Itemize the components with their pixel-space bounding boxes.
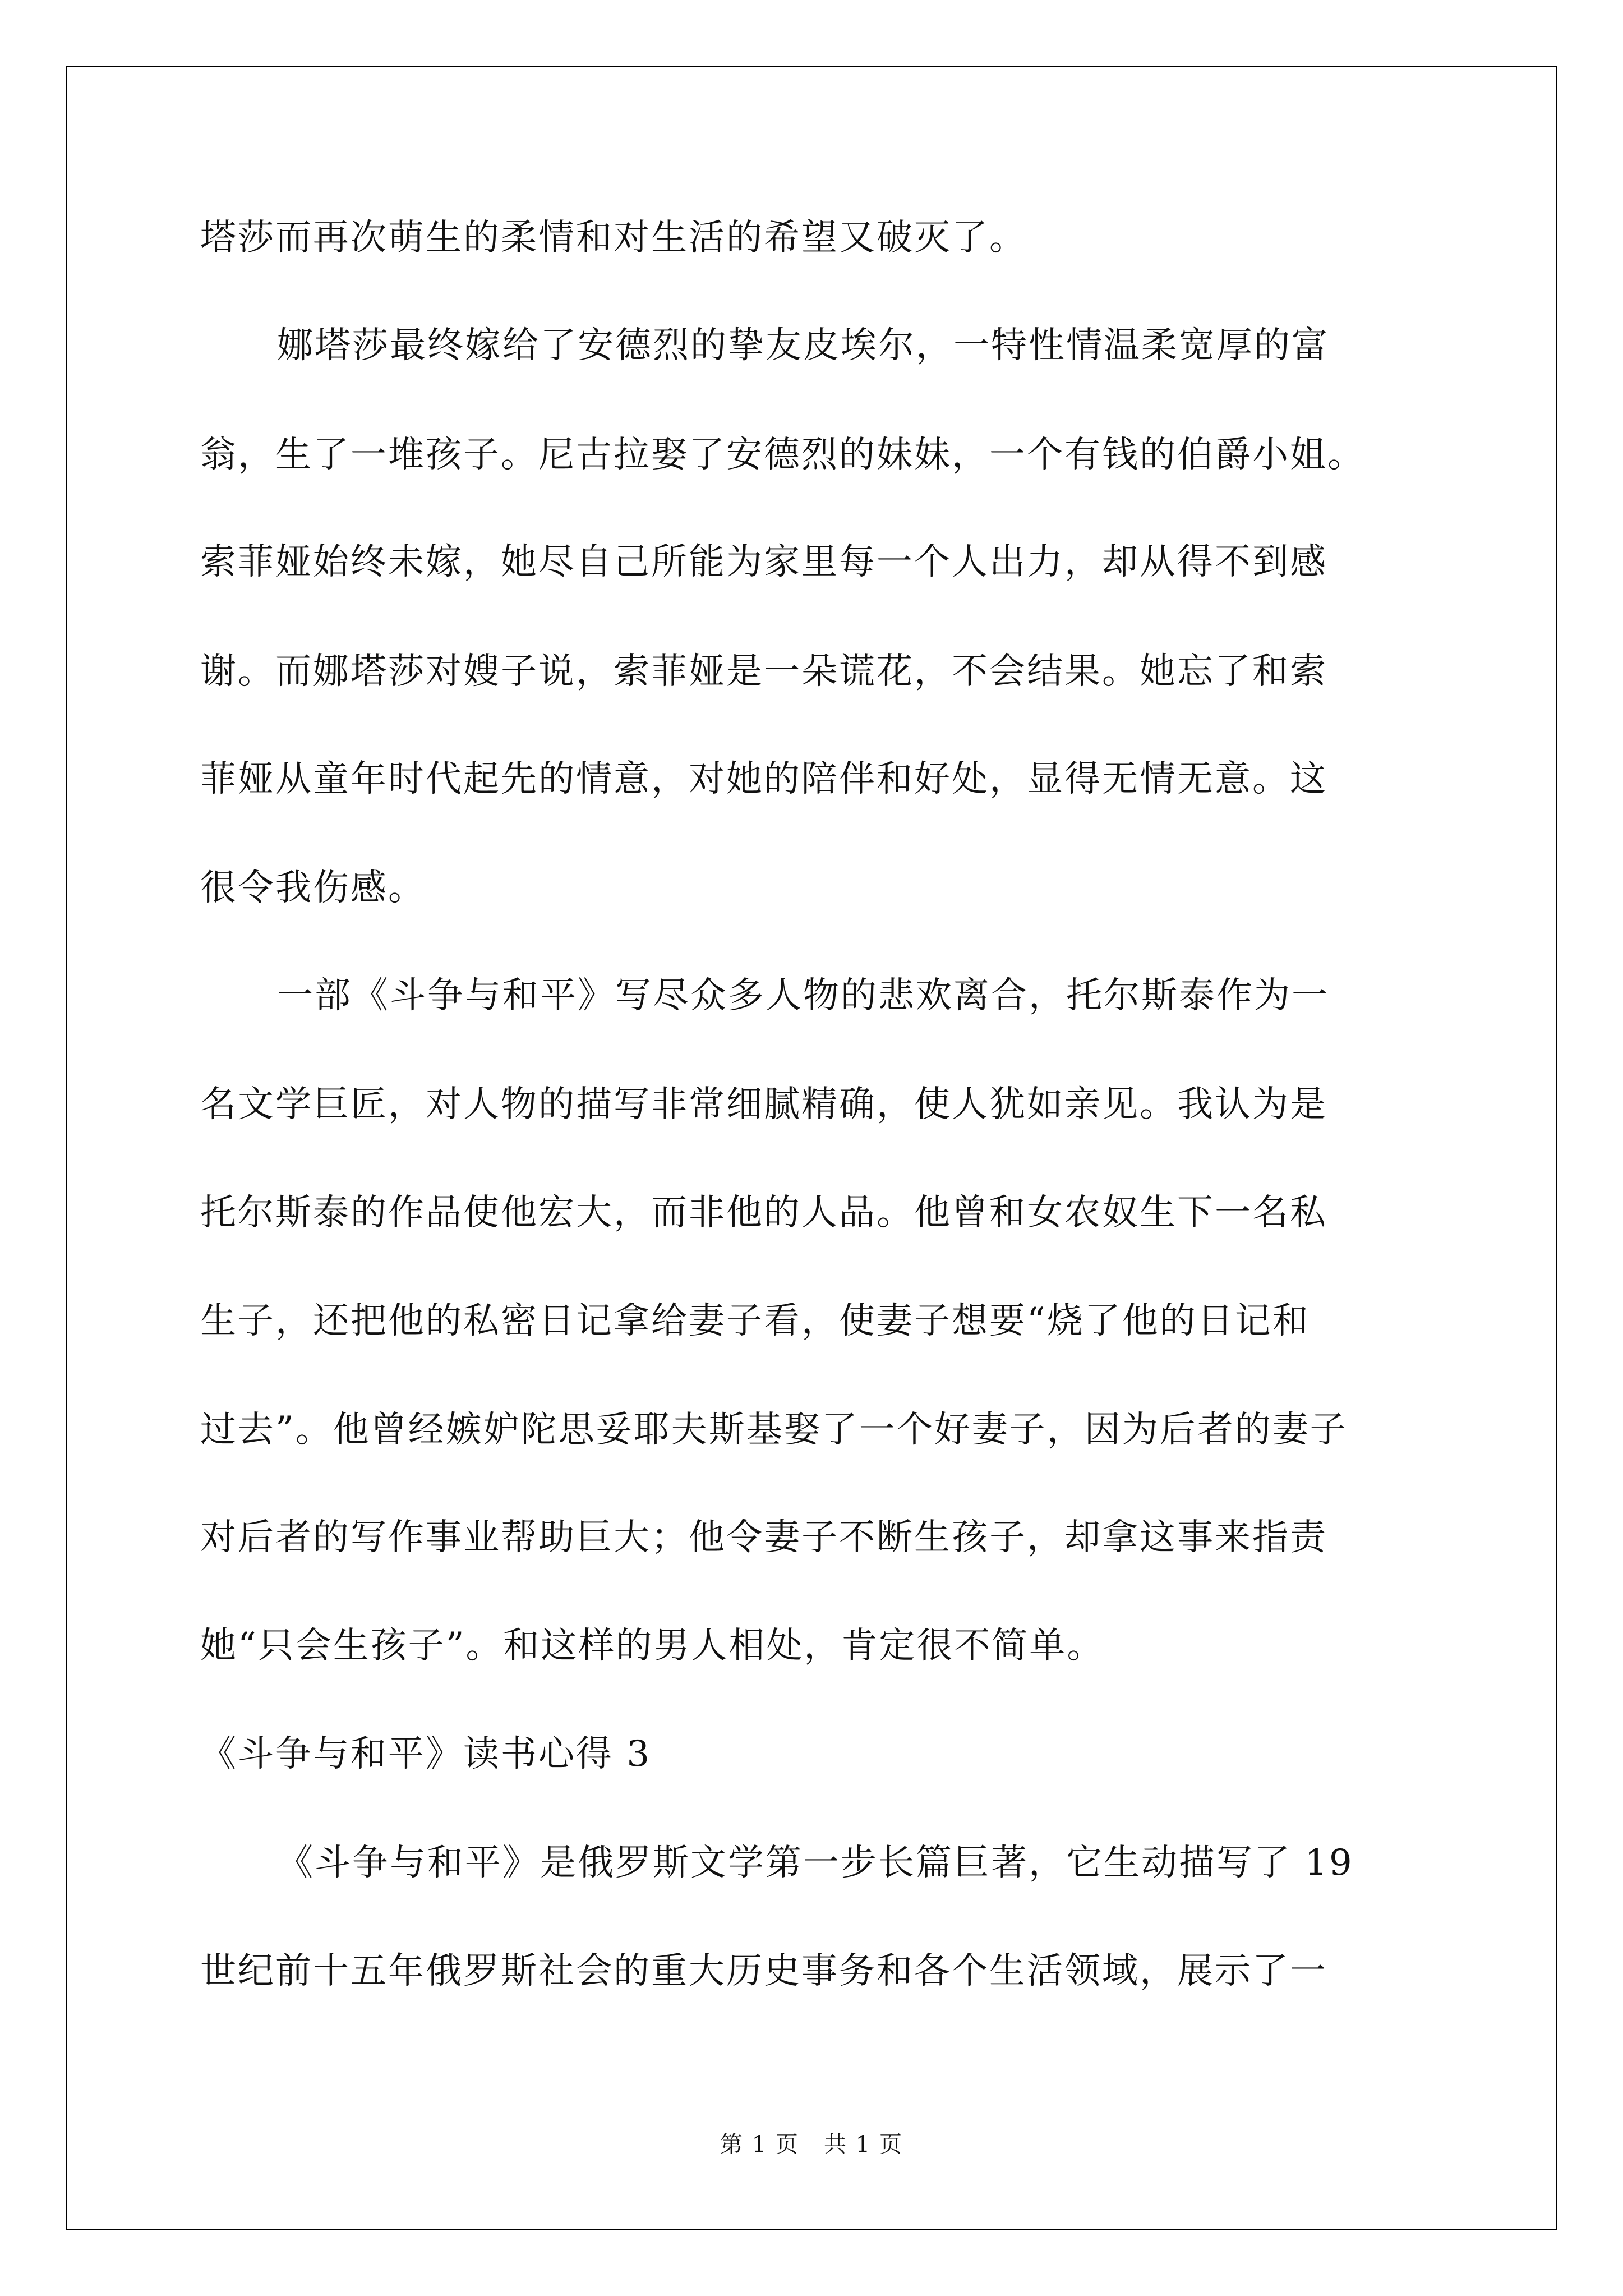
text-line: 索菲娅始终未嫁，她尽自己所能为家里每一个人出力，却从得不到感: [200, 541, 1327, 583]
text-line: 谢。而娜塔莎对嫂子说，索菲娅是一朵谎花，不会结果。她忘了和索: [200, 651, 1327, 692]
text-line: 名文学巨匠，对人物的描写非常细腻精确，使人犹如亲见。我认为是: [200, 1084, 1327, 1125]
text-line: 世纪前十五年俄罗斯社会的重大历史事务和各个生活领域，展示了一: [200, 1950, 1327, 1992]
text-line: 生子，还把他的私密日记拿给妻子看，使妻子想要“烧了他的日记和: [200, 1300, 1310, 1342]
paragraph-first-line: 一部《斗争与和平》写尽众多人物的悲欢离合，托尔斯泰作为一: [277, 975, 1329, 1016]
text-line: 过去”。他曾经嫉妒陀思妥耶夫斯基娶了一个好妻子，因为后者的妻子: [200, 1409, 1348, 1451]
text-line: 她“只会生孩子”。和这样的男人相处，肯定很不简单。: [200, 1625, 1105, 1667]
text-line: 塔莎而再次萌生的柔情和对生活的希望又破灭了。: [200, 217, 1027, 259]
page-border: [66, 66, 1557, 2230]
text-line: 很令我伤感。: [200, 867, 426, 909]
text-line: 对后者的写作事业帮助巨大；他令妻子不断生孩子，却拿这事来指责: [200, 1517, 1327, 1558]
paragraph-first-line: 娜塔莎最终嫁给了安德烈的挚友皮埃尔，一特性情温柔宽厚的富: [277, 325, 1329, 366]
paragraph-first-line: 《斗争与和平》是俄罗斯文学第一步长篇巨著，它生动描写了 19: [277, 1842, 1354, 1884]
section-heading: 《斗争与和平》读书心得 3: [200, 1733, 652, 1775]
page-footer: 第 1 页 共 1 页: [720, 2132, 903, 2157]
text-line: 托尔斯泰的作品使他宏大，而非他的人品。他曾和女农奴生下一名私: [200, 1192, 1327, 1234]
text-line: 菲娅从童年时代起先的情意，对她的陪伴和好处，显得无情无意。这: [200, 758, 1327, 800]
text-line: 翁，生了一堆孩子。尼古拉娶了安德烈的妹妹，一个有钱的伯爵小姐。: [200, 434, 1365, 476]
